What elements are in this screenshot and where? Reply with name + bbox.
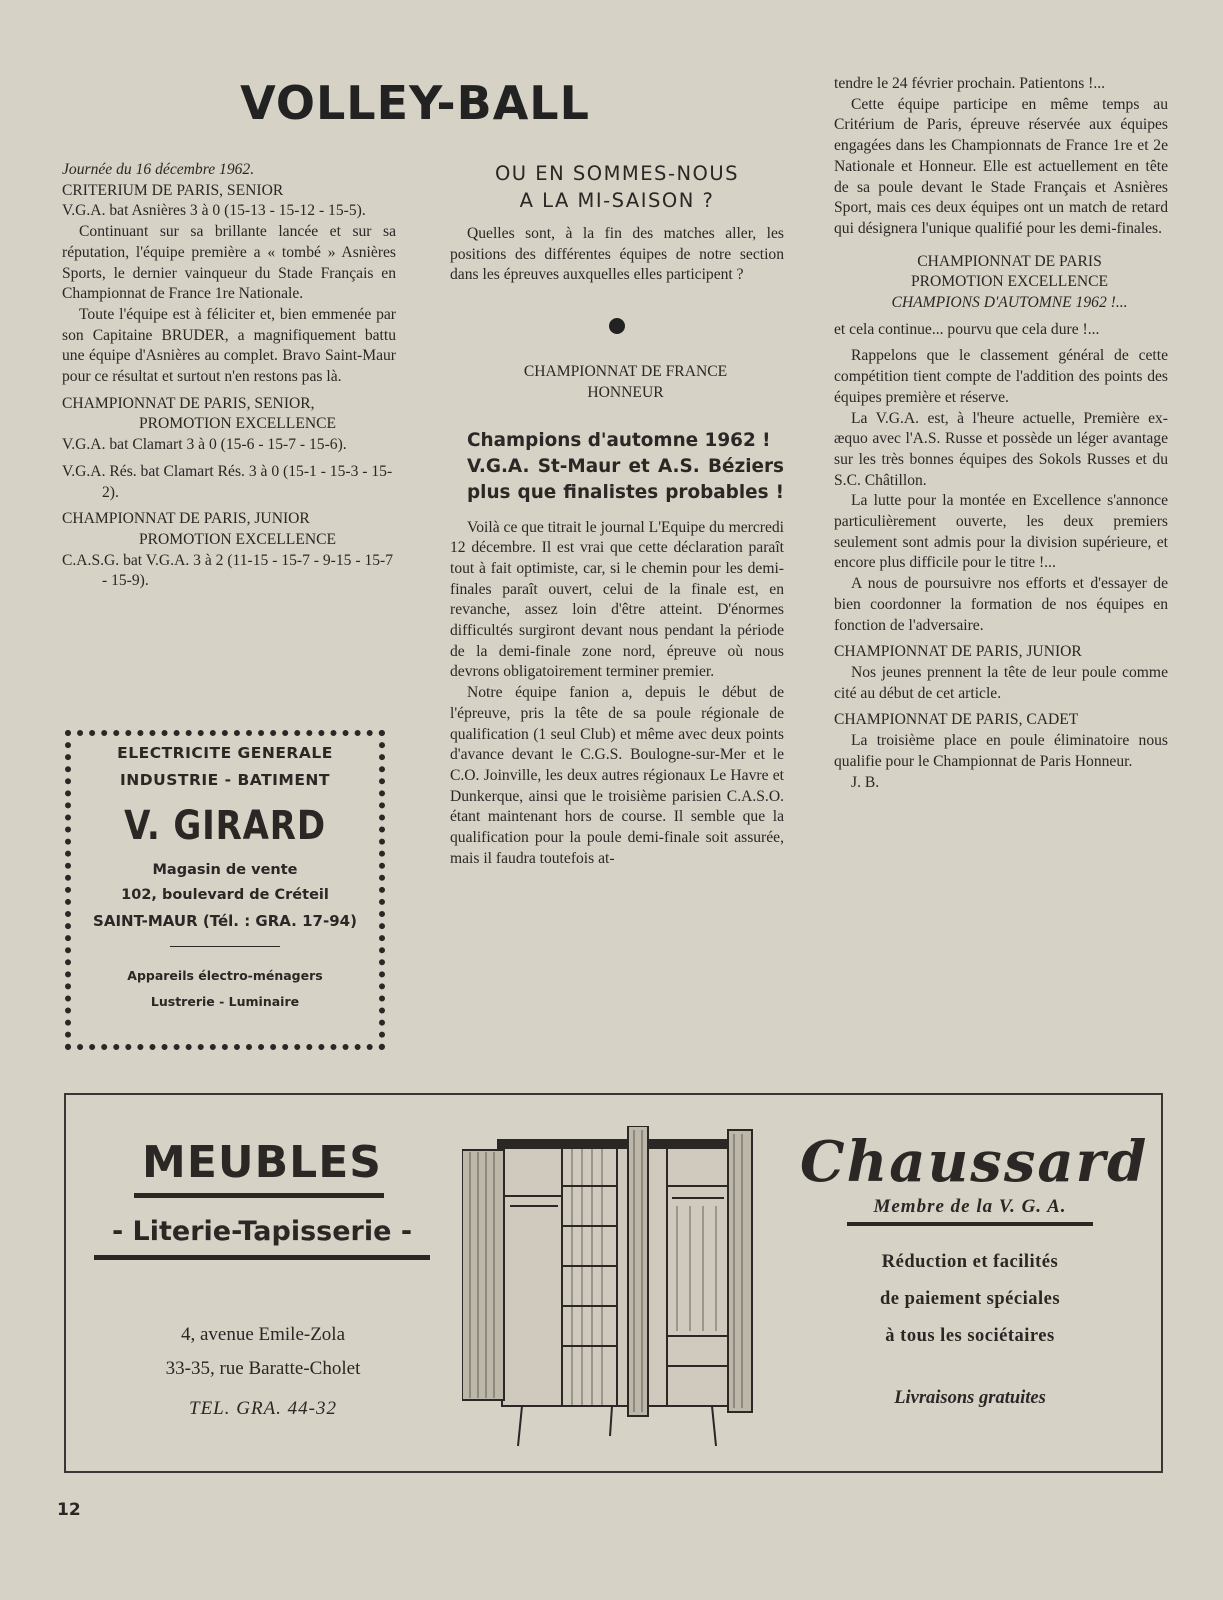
heading-champions-automne: CHAMPIONS D'AUTOMNE 1962 !...	[891, 294, 1128, 312]
meubles-title: MEUBLES	[142, 1137, 382, 1188]
meubles-ad	[94, 1136, 430, 1260]
heading-championnat-junior: CHAMPIONNAT DE PARIS, JUNIOR	[62, 510, 310, 528]
ad-divider	[170, 946, 280, 947]
column-2	[450, 160, 784, 869]
heading-promotion: PROMOTION EXCELLENCE	[138, 530, 337, 548]
paragraph: et cela continue... pourvu que cela dure !...	[834, 320, 1100, 338]
meubles-rule	[94, 1255, 430, 1260]
author-signature: J. B.	[851, 773, 880, 791]
ad-line-appareils: Appareils électro-ménagers	[127, 968, 323, 983]
paragraph: Rappelons que le classement général de cette compétition tient compte de l'addition des points des équipes première et réserve.	[834, 347, 1168, 406]
chaussard-livraisons: Livraisons gratuites	[894, 1388, 1046, 1408]
bullet-dot	[609, 318, 625, 334]
article-title: VOLLEY-BALL	[240, 76, 590, 130]
intro-text: Quelles sont, à la fin des matches aller, les positions des différentes équipes de notre section dans les épreuves auxquelles elles participent ?	[450, 225, 784, 284]
headline-teams: V.G.A. St-Maur et A.S. Béziers	[467, 455, 784, 477]
result-line: V.G.A. Rés. bat Clamart Rés. 3 à 0 (15-1 - 15-3 - 15-2).	[62, 462, 393, 501]
heading-championnat-france: CHAMPIONNAT DE FRANCE	[523, 363, 728, 381]
heading-championnat-paris: CHAMPIONNAT DE PARIS	[917, 252, 1102, 270]
heading-promotion: PROMOTION EXCELLENCE	[910, 273, 1109, 291]
ad-line-lustrerie: Lustrerie - Luminaire	[150, 994, 300, 1009]
paragraph: Notre équipe fanion a, depuis le début de l'épreuve, pris la tête de sa poule régionale de qualification (1 seul Club) et même avec deux points d'avance devant le C.G.S. Boulogne-sur-Mer et le C.O. Joinville, les deux autres régionaux Le Havre et Dunkerque, ainsi que le troisième parisien C.A.S.O. étant maintenant hors de course. Il semble que la qualification pour la poule demi-finale soit assurée, mais il faudra toutefois at-	[450, 684, 784, 867]
question-line: OU EN SOMMES-NOUS	[494, 162, 740, 185]
date-line: Journée du 16 décembre 1962.	[62, 161, 255, 178]
headline-champions: Champions d'automne 1962 !	[467, 429, 771, 451]
meubles-rule	[134, 1193, 384, 1198]
paragraph: Continuant sur sa brillante lancée et sur sa réputation, l'équipe première a « tombé » Asnières Sports, le dernier vainqueur du Stade Français en Championnat de France 1re Nationale.	[62, 223, 396, 303]
heading-junior: CHAMPIONNAT DE PARIS, JUNIOR	[834, 643, 1082, 661]
question-line: A LA MI-SAISON ?	[519, 189, 715, 212]
page-number: 12	[57, 1500, 81, 1520]
wardrobe-illustration	[462, 1126, 762, 1452]
column-3	[834, 74, 1168, 793]
ad-line	[71, 740, 379, 794]
paragraph: La troisième place en poule éliminatoire nous qualifie pour le Championnat de Paris Honneur.	[834, 732, 1168, 770]
meubles-address	[98, 1318, 428, 1426]
column-1	[62, 160, 396, 592]
paragraph: Cette équipe participe en même temps au Critérium de Paris, épreuve réservée aux équipes engagées dans les Championnats de France 1re et 2e Nationale et Honneur. Elle est actuellement en tête de sa poule devant le Stade Français et Asnières Sport, mais ces deux équipes ont un match de retard qui désignera l'unique qualifié pour les demi-finales.	[834, 95, 1168, 237]
paragraph: La V.G.A. est, à l'heure actuelle, Première ex-æquo avec l'A.S. Russe et possède un léger avantage sur les très bonnes équipes des Sokols Russes et du S.C. Châtillon.	[834, 409, 1168, 489]
ad-line-magasin: Magasin de vente	[152, 862, 298, 878]
meubles-subtitle: - Literie-Tapisserie -	[111, 1216, 413, 1247]
ad-line-address: 102, boulevard de Créteil	[121, 887, 329, 903]
paragraph: Nos jeunes prennent la tête de leur poule comme cité au début de cet article.	[834, 663, 1168, 702]
chaussard-line: de paiement spéciales	[879, 1289, 1061, 1309]
phone-line: TEL. GRA. 44-32	[189, 1398, 337, 1419]
paragraph: Voilà ce que titrait le journal L'Equipe du mercredi 12 décembre. Il est vrai que cette déclaration paraît tout à fait optimiste, car, si le chemin pour les demi-finales paraît ouvert, celui de la finale est, en revanche, assez loin d'être atteint. D'énormes difficultés surgiront devant nous pendant la période de la demi-finale zone nord, épreuve où nous devrons obligatoirement terminer premier.	[450, 518, 784, 681]
heading-criterium: CRITERIUM DE PARIS, SENIOR	[62, 181, 284, 199]
heading-cadet: CHAMPIONNAT DE PARIS, CADET	[834, 711, 1079, 729]
ad-line-electricite: ELECTRICITE GENERALE	[117, 744, 333, 762]
paragraph: tendre le 24 février prochain. Patientons !...	[834, 75, 1106, 92]
paragraph: Toute l'équipe est à féliciter et, bien emmenée par son Capitaine BRUDER, a magnifiquement battu une équipe d'Asnières au complet. Bravo Saint-Maur pour ce résultat et surtout n'en restons pas là.	[62, 305, 396, 386]
ad-line-phone: SAINT-MAUR (Tél. : GRA. 17-94)	[93, 912, 357, 930]
result-line: V.G.A. bat Asnières 3 à 0 (15-13 - 15-12 - 15-5).	[62, 202, 366, 220]
address-line: 4, avenue Emile-Zola	[180, 1324, 346, 1345]
ad-business-name: V. GIRARD	[124, 803, 326, 849]
heading-honneur: HONNEUR	[587, 383, 664, 401]
chaussard-line: Réduction et facilités	[881, 1252, 1059, 1272]
chaussard-line: à tous les sociétaires	[885, 1326, 1055, 1346]
electricite-ad	[65, 730, 385, 1050]
heading-championnat-senior: CHAMPIONNAT DE PARIS, SENIOR,	[62, 394, 315, 412]
ad-line-industrie: INDUSTRIE - BATIMENT	[120, 771, 330, 789]
heading-promotion: PROMOTION EXCELLENCE	[138, 415, 337, 433]
chaussard-ad	[800, 1129, 1149, 1413]
chaussard-membre: Membre de la V. G. A.	[873, 1196, 1067, 1217]
headline-finalists: plus que finalistes probables !	[467, 481, 784, 503]
chaussard-rule	[847, 1222, 1093, 1226]
address-line: 33-35, rue Baratte-Cholet	[165, 1358, 361, 1379]
paragraph: La lutte pour la montée en Excellence s'annonce particulièrement ouverte, les deux premiers seulement sont admis pour la division supérieure, et encore plus difficile pour le titre !...	[834, 492, 1168, 572]
question-heading	[450, 160, 784, 214]
result-line: C.A.S.G. bat V.G.A. 3 à 2 (11-15 - 15-7 - 9-15 - 15-7 - 15-9).	[62, 551, 394, 590]
paragraph: A nous de poursuivre nos efforts et d'essayer de bien coordonner la formation de nos équipes en fonction de l'adversaire.	[834, 575, 1168, 634]
result-line: V.G.A. bat Clamart 3 à 0 (15-6 - 15-7 - 15-6).	[62, 436, 347, 454]
chaussard-brand: Chaussard	[800, 1129, 1149, 1195]
